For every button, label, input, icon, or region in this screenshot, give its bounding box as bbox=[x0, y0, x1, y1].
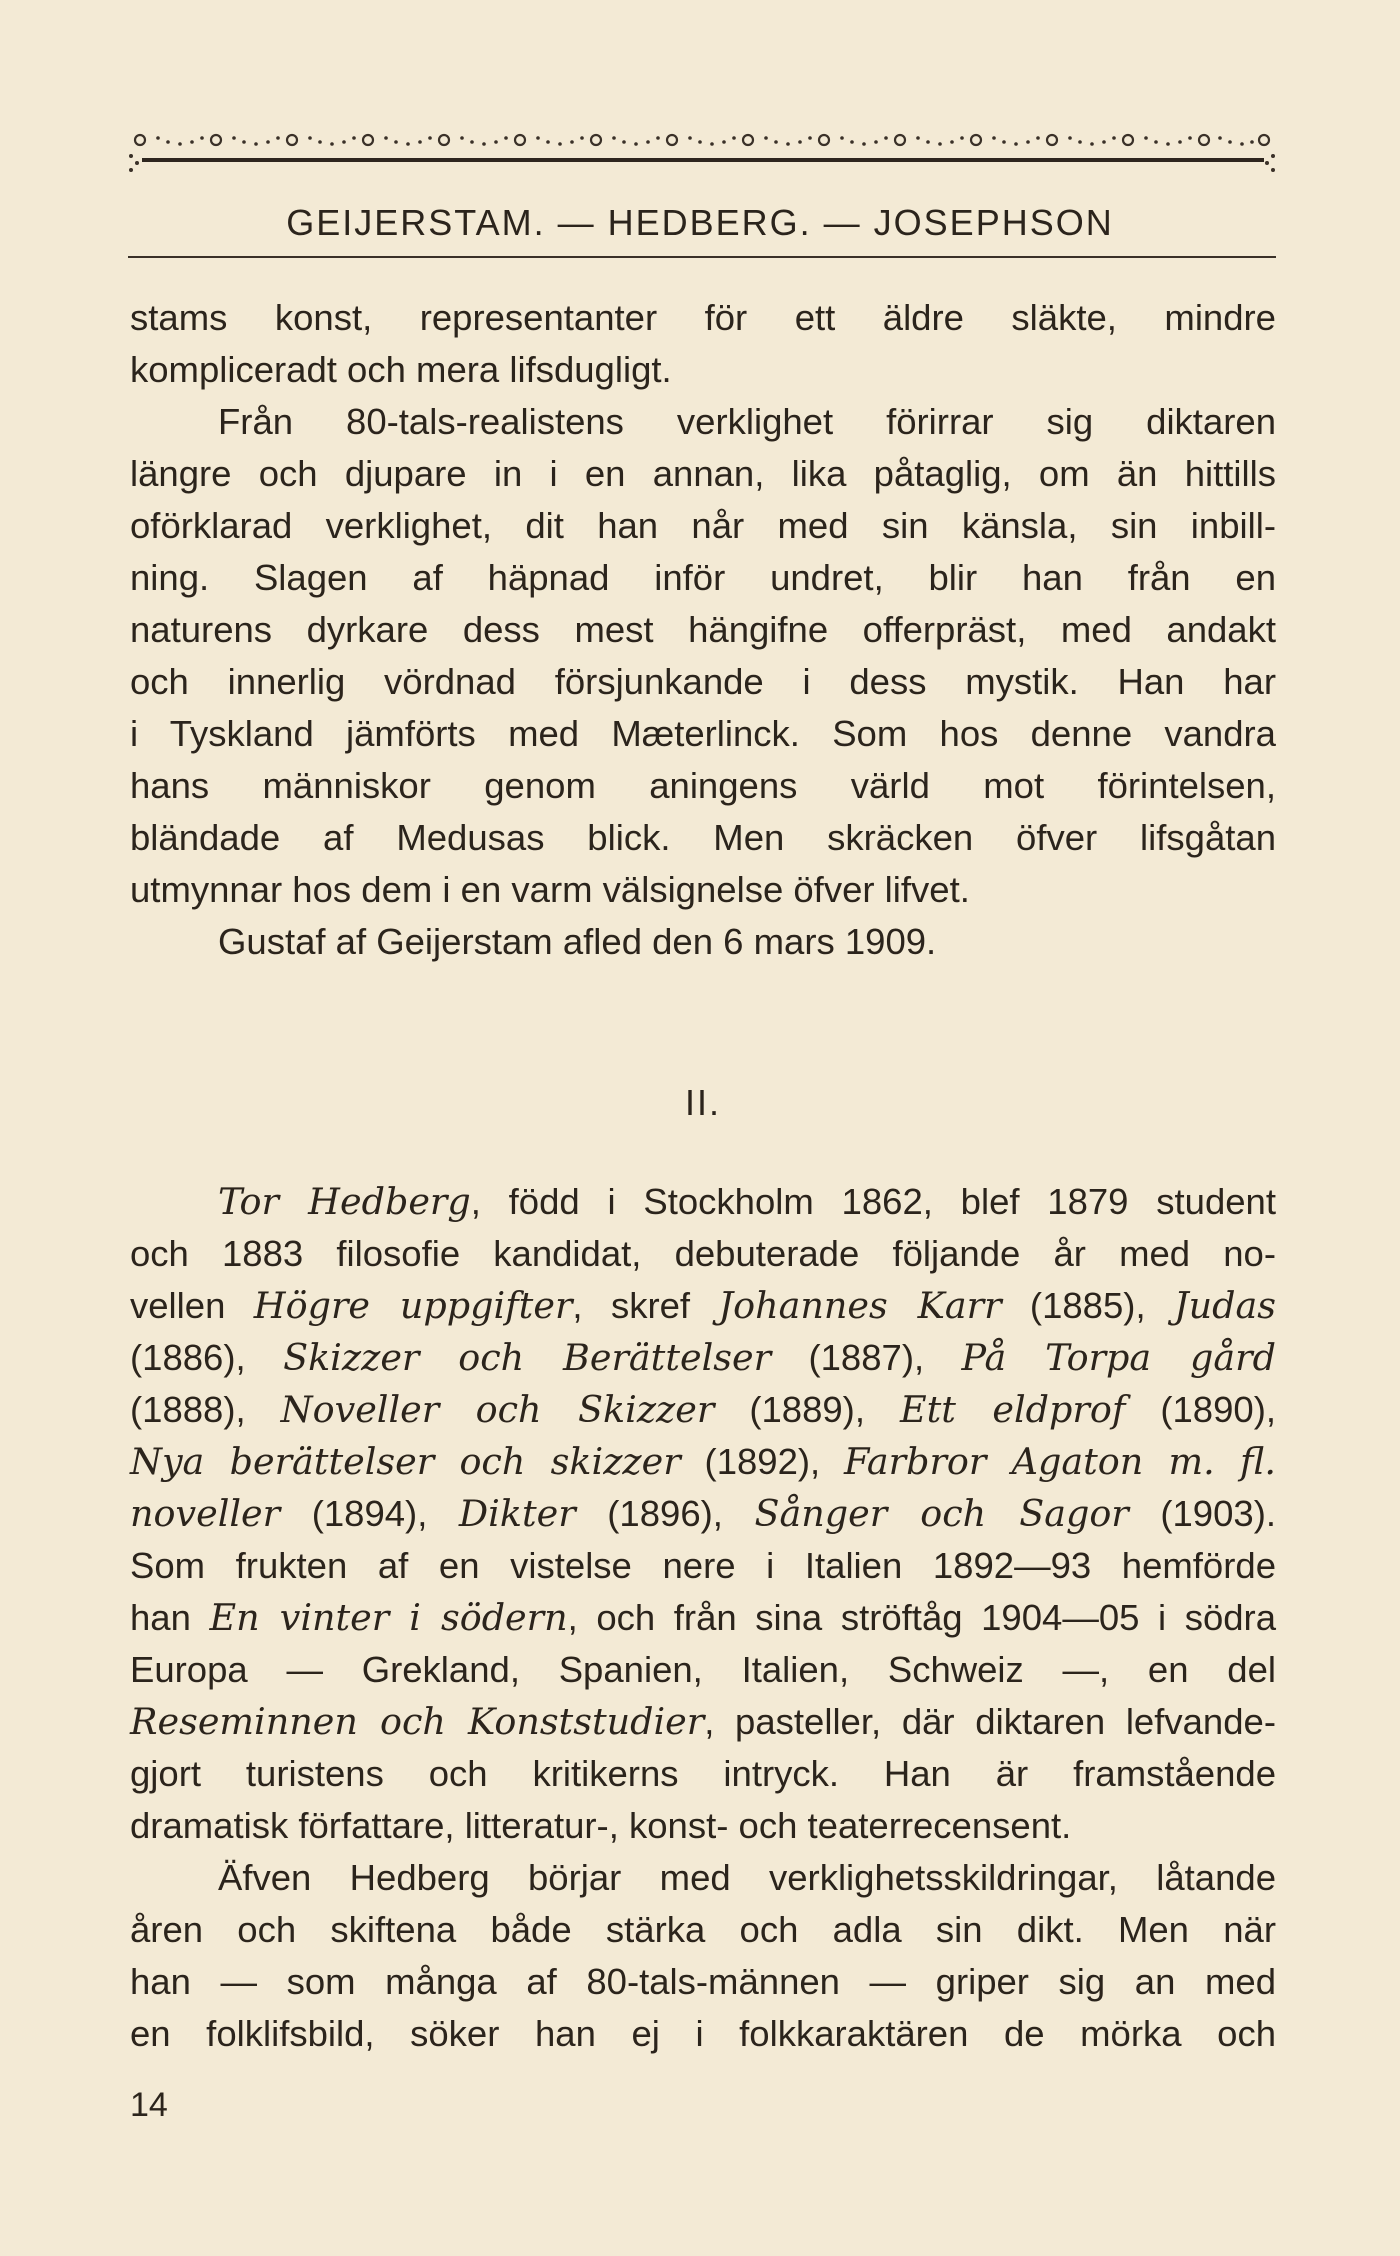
text-run: , pasteller, där diktaren lefvande- bbox=[704, 1701, 1276, 1742]
text-line: oförklarad verklighet, dit han når med sin känsla, sin inbill- bbox=[130, 505, 1276, 546]
text-run: , född i Stockholm 1862, blef 1879 student bbox=[470, 1181, 1276, 1222]
paragraph-geijerstam-mysticism bbox=[130, 396, 1276, 916]
text-run: (1888), bbox=[130, 1389, 281, 1430]
text-line: Från 80-tals-realistens verklighet förirrar sig diktaren bbox=[218, 401, 1276, 442]
work-title: Högre uppgifter bbox=[253, 1284, 573, 1327]
text-run: , och från sina ströftåg 1904—05 i södra bbox=[567, 1597, 1277, 1638]
text-run: (1889), bbox=[714, 1389, 900, 1430]
text-line: dramatisk författare, litteratur-, konst- och teaterrecensent. bbox=[130, 1805, 1072, 1846]
work-title: Sånger och Sagor bbox=[754, 1492, 1129, 1535]
header-ornament bbox=[126, 126, 1278, 176]
text-line: bländade af Medusas blick. Men skräcken öfver lifsgåtan bbox=[130, 817, 1276, 858]
text-run: , skref bbox=[572, 1285, 719, 1326]
text-line: Som frukten af en vistelse nere i Italien 1892—93 hemförde bbox=[130, 1545, 1276, 1586]
text-run: (1896), bbox=[575, 1493, 755, 1534]
text-line bbox=[130, 1436, 1276, 1488]
paragraph-continuation bbox=[130, 292, 1276, 396]
text-line: Äfven Hedberg börjar med verklighetsskildringar, låtande bbox=[218, 1857, 1276, 1898]
paragraph-death-date bbox=[130, 916, 1276, 968]
text-run: vellen bbox=[130, 1285, 254, 1326]
text-run: (1894), bbox=[280, 1493, 459, 1534]
text-run: (1892), bbox=[680, 1441, 845, 1482]
text-line bbox=[130, 1488, 1276, 1540]
work-title: Judas bbox=[1174, 1284, 1276, 1327]
text-line bbox=[130, 1280, 1276, 1332]
paragraph-hedberg-style bbox=[130, 1852, 1276, 2060]
work-title: På Torpa gård bbox=[961, 1336, 1276, 1379]
text-line: åren och skiftena både stärka och adla sin dikt. Men när bbox=[130, 1909, 1276, 1950]
text-line: hans människor genom aningens värld mot förintelsen, bbox=[130, 765, 1276, 806]
text-line: och 1883 filosofie kandidat, debuterade följande år med no- bbox=[130, 1233, 1276, 1274]
text-line: gjort turistens och kritikerns intryck. Han är framstående bbox=[130, 1753, 1276, 1794]
text-line: ning. Slagen af häpnad inför undret, blir han från en bbox=[130, 557, 1276, 598]
work-title: noveller bbox=[130, 1492, 281, 1535]
text-line: utmynnar hos dem i en varm välsignelse öfver lifvet. bbox=[130, 869, 970, 910]
text-line: Gustaf af Geijerstam afled den 6 mars 1909. bbox=[218, 921, 937, 962]
text-line: längre och djupare in i en annan, lika påtaglig, om än hittills bbox=[130, 453, 1276, 494]
paragraph-hedberg-bio bbox=[130, 1176, 1276, 1852]
text-line bbox=[130, 1384, 1276, 1436]
text-line: naturens dyrkare dess mest hängifne offerpräst, med andakt bbox=[130, 609, 1276, 650]
work-title: Johannes Karr bbox=[718, 1284, 1002, 1327]
text-line: Europa — Grekland, Spanien, Italien, Schweiz —, en del bbox=[130, 1649, 1276, 1690]
work-title: Farbror Agaton m. fl. bbox=[844, 1440, 1276, 1483]
header-rule bbox=[128, 256, 1276, 258]
text-line bbox=[130, 1696, 1276, 1748]
work-title: Noveller och Skizzer bbox=[280, 1388, 715, 1431]
text-line: han — som många af 80-tals-männen — griper sig an med bbox=[130, 1961, 1276, 2002]
text-line: stams konst, representanter för ett äldre släkte, mindre bbox=[130, 297, 1276, 338]
section-number: II. bbox=[684, 1082, 721, 1123]
text-line: och innerlig vördnad försjunkande i dess mystik. Han har bbox=[130, 661, 1276, 702]
text-run: (1903). bbox=[1128, 1493, 1276, 1534]
text-run: (1885), bbox=[1001, 1285, 1174, 1326]
text-line: i Tyskland jämförts med Mæterlinck. Som hos denne vandra bbox=[130, 713, 1276, 754]
author-name: Tor Hedberg bbox=[218, 1180, 471, 1223]
text-run: (1886), bbox=[130, 1337, 284, 1378]
text-line: en folklifsbild, söker han ej i folkkaraktären de mörka och bbox=[130, 2013, 1276, 2054]
work-title: Skizzer och Berättelser bbox=[283, 1336, 772, 1379]
text-line bbox=[130, 1176, 1276, 1228]
work-title: Nya berättelser och skizzer bbox=[130, 1440, 681, 1483]
running-head: GEIJERSTAM. — HEDBERG. — JOSEPHSON bbox=[286, 202, 1114, 243]
work-title: Ett eldprof bbox=[899, 1388, 1126, 1431]
page-number: 14 bbox=[130, 2086, 168, 2124]
work-title: Dikter bbox=[458, 1492, 576, 1535]
text-run: (1890), bbox=[1125, 1389, 1276, 1430]
work-title: Reseminnen och Konststudier bbox=[130, 1700, 705, 1743]
text-line: kompliceradt och mera lifsdugligt. bbox=[130, 349, 672, 390]
text-run: (1887), bbox=[771, 1337, 962, 1378]
text-run: han bbox=[130, 1597, 210, 1638]
text-line bbox=[130, 1592, 1276, 1644]
text-line bbox=[130, 1332, 1276, 1384]
work-title: En vinter i södern bbox=[209, 1596, 568, 1639]
